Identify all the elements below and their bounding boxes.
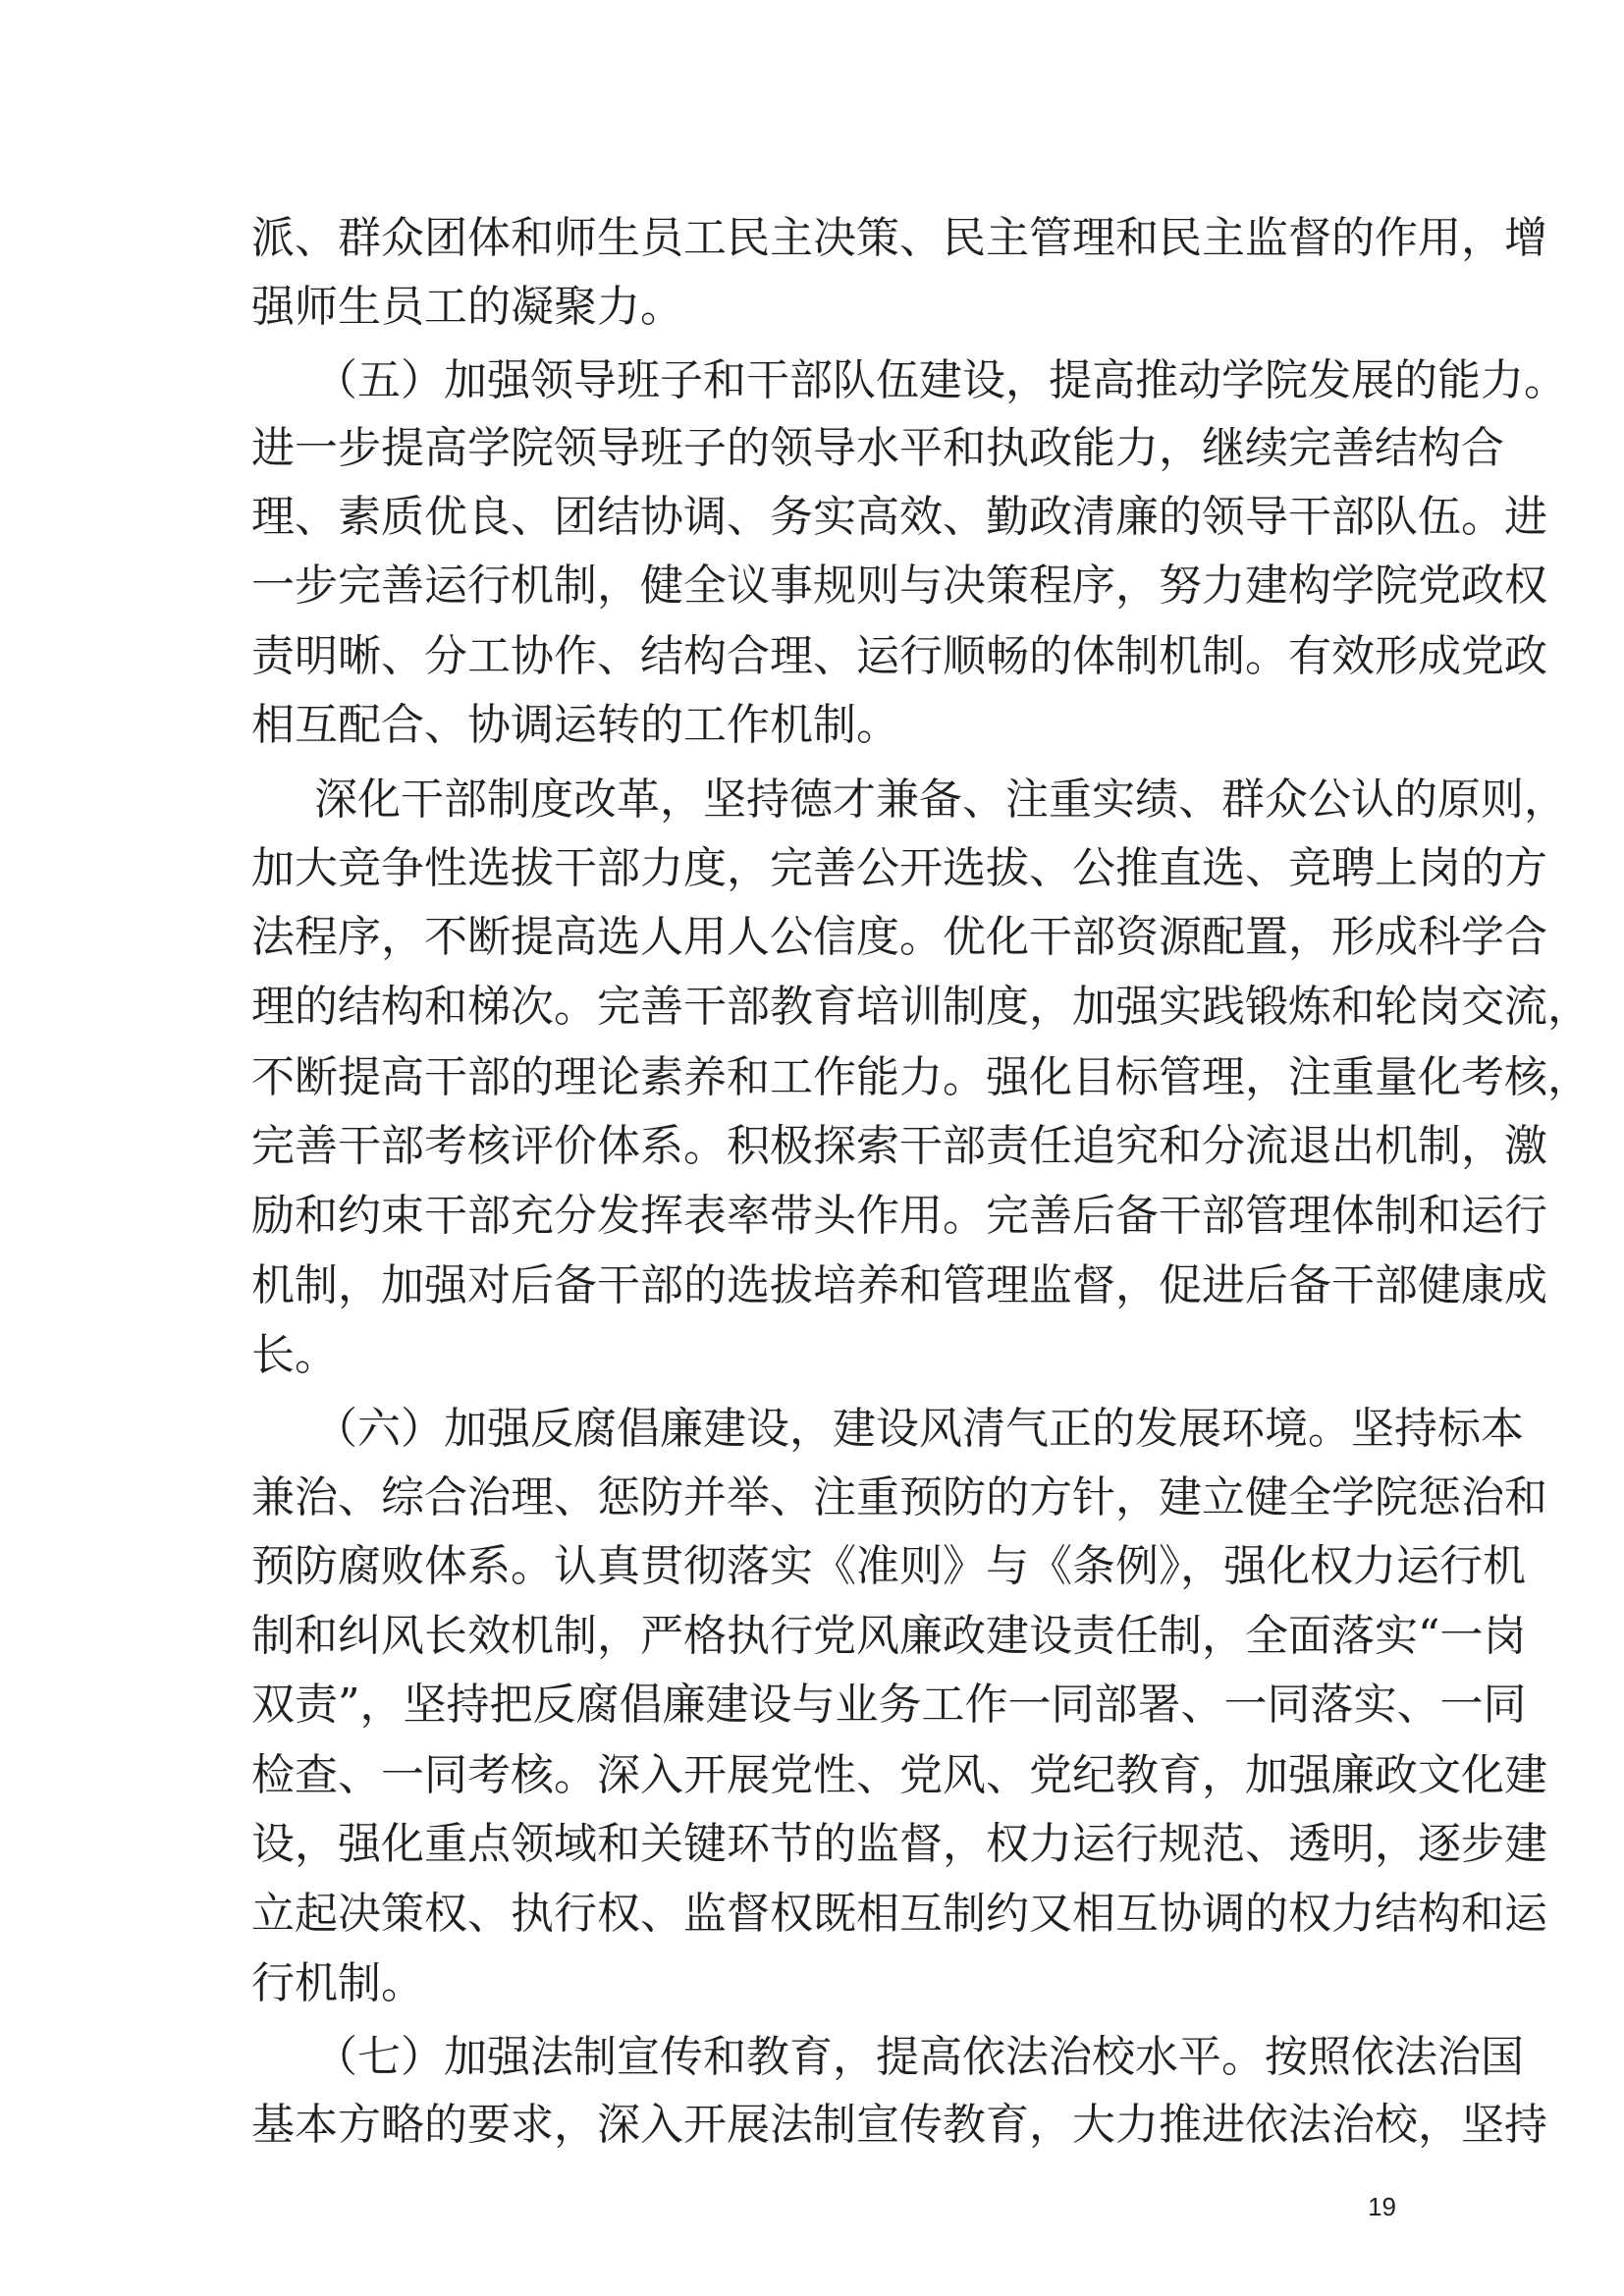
text-line: 进一步提高学院领导班子的领导水平和执政能力，继续完善结构合 xyxy=(251,423,1504,473)
paragraph-heading-line: （六）加强反腐倡廉建设，建设风清气正的发展环境。坚持标本 xyxy=(314,1404,1524,1454)
text-line: 机制，加强对后备干部的选拔培养和管理监督，促进后备干部健康成 xyxy=(251,1260,1547,1310)
text-line: 一步完善运行机制，健全议事规则与决策程序，努力建构学院党政权 xyxy=(251,561,1547,611)
text-line: 完善干部考核评价体系。积极探索干部责任追究和分流退出机制，激 xyxy=(251,1121,1547,1171)
text-line: 加大竞争性选拔干部力度，完善公开选拔、公推直选、竞聘上岗的方 xyxy=(251,843,1547,893)
text-line: 行机制。 xyxy=(251,1958,424,2008)
text-line: 不断提高干部的理论素养和工作能力。强化目标管理，注重量化考核， xyxy=(251,1052,1591,1102)
text-line: 强师生员工的凝聚力。 xyxy=(251,282,683,332)
text-line: 责明晰、分工协作、结构合理、运行顺畅的体制机制。有效形成党政 xyxy=(251,631,1547,681)
paragraph-heading-line: （七）加强法制宣传和教育，提高依法治校水平。按照依法治国 xyxy=(314,2032,1524,2082)
text-line: 预防腐败体系。认真贯彻落实《准则》与《条例》，强化权力运行机 xyxy=(251,1541,1526,1591)
text-line: 制和纠风长效机制，严格执行党风廉政建设责任制，全面落实“一岗 xyxy=(251,1611,1527,1661)
text-line: 基本方略的要求，深入开展法制宣传教育，大力推进依法治校，坚持 xyxy=(251,2100,1547,2150)
text-line: 双责”，坚持把反腐倡廉建设与业务工作一同部署、一同落实、一同 xyxy=(251,1680,1527,1730)
text-line: 相互配合、协调运转的工作机制。 xyxy=(251,700,899,750)
paragraph-start-line: 深化干部制度改革，坚持德才兼备、注重实绩、群众公认的原则， xyxy=(314,774,1567,825)
text-line: 长。 xyxy=(251,1330,338,1380)
text-line: 法程序，不断提高选人用人公信度。优化干部资源配置，形成科学合 xyxy=(251,912,1547,962)
text-line: 立起决策权、执行权、监督权既相互制约又相互协调的权力结构和运 xyxy=(251,1889,1547,1939)
text-line: 设，强化重点领域和关键环节的监督，权力运行规范、透明，逐步建 xyxy=(251,1819,1547,1869)
text-line: 励和约束干部充分发挥表率带头作用。完善后备干部管理体制和运行 xyxy=(251,1191,1547,1241)
paragraph-heading-line: （五）加强领导班子和干部队伍建设，提高推动学院发展的能力。 xyxy=(314,355,1567,405)
text-line: 理、素质优良、团结协调、务实高效、勤政清廉的领导干部队伍。进 xyxy=(251,492,1547,542)
page-number: 19 xyxy=(1368,2192,1396,2221)
text-line: 检查、一同考核。深入开展党性、党风、党纪教育，加强廉政文化建 xyxy=(251,1750,1547,1800)
text-line: 派、群众团体和师生员工民主决策、民主管理和民主监督的作用，增 xyxy=(251,213,1547,263)
text-line: 兼治、综合治理、惩防并举、注重预防的方针，建立健全学院惩治和 xyxy=(251,1472,1547,1522)
text-line: 理的结构和梯次。完善干部教育培训制度，加强实践锻炼和轮岗交流， xyxy=(251,982,1591,1032)
